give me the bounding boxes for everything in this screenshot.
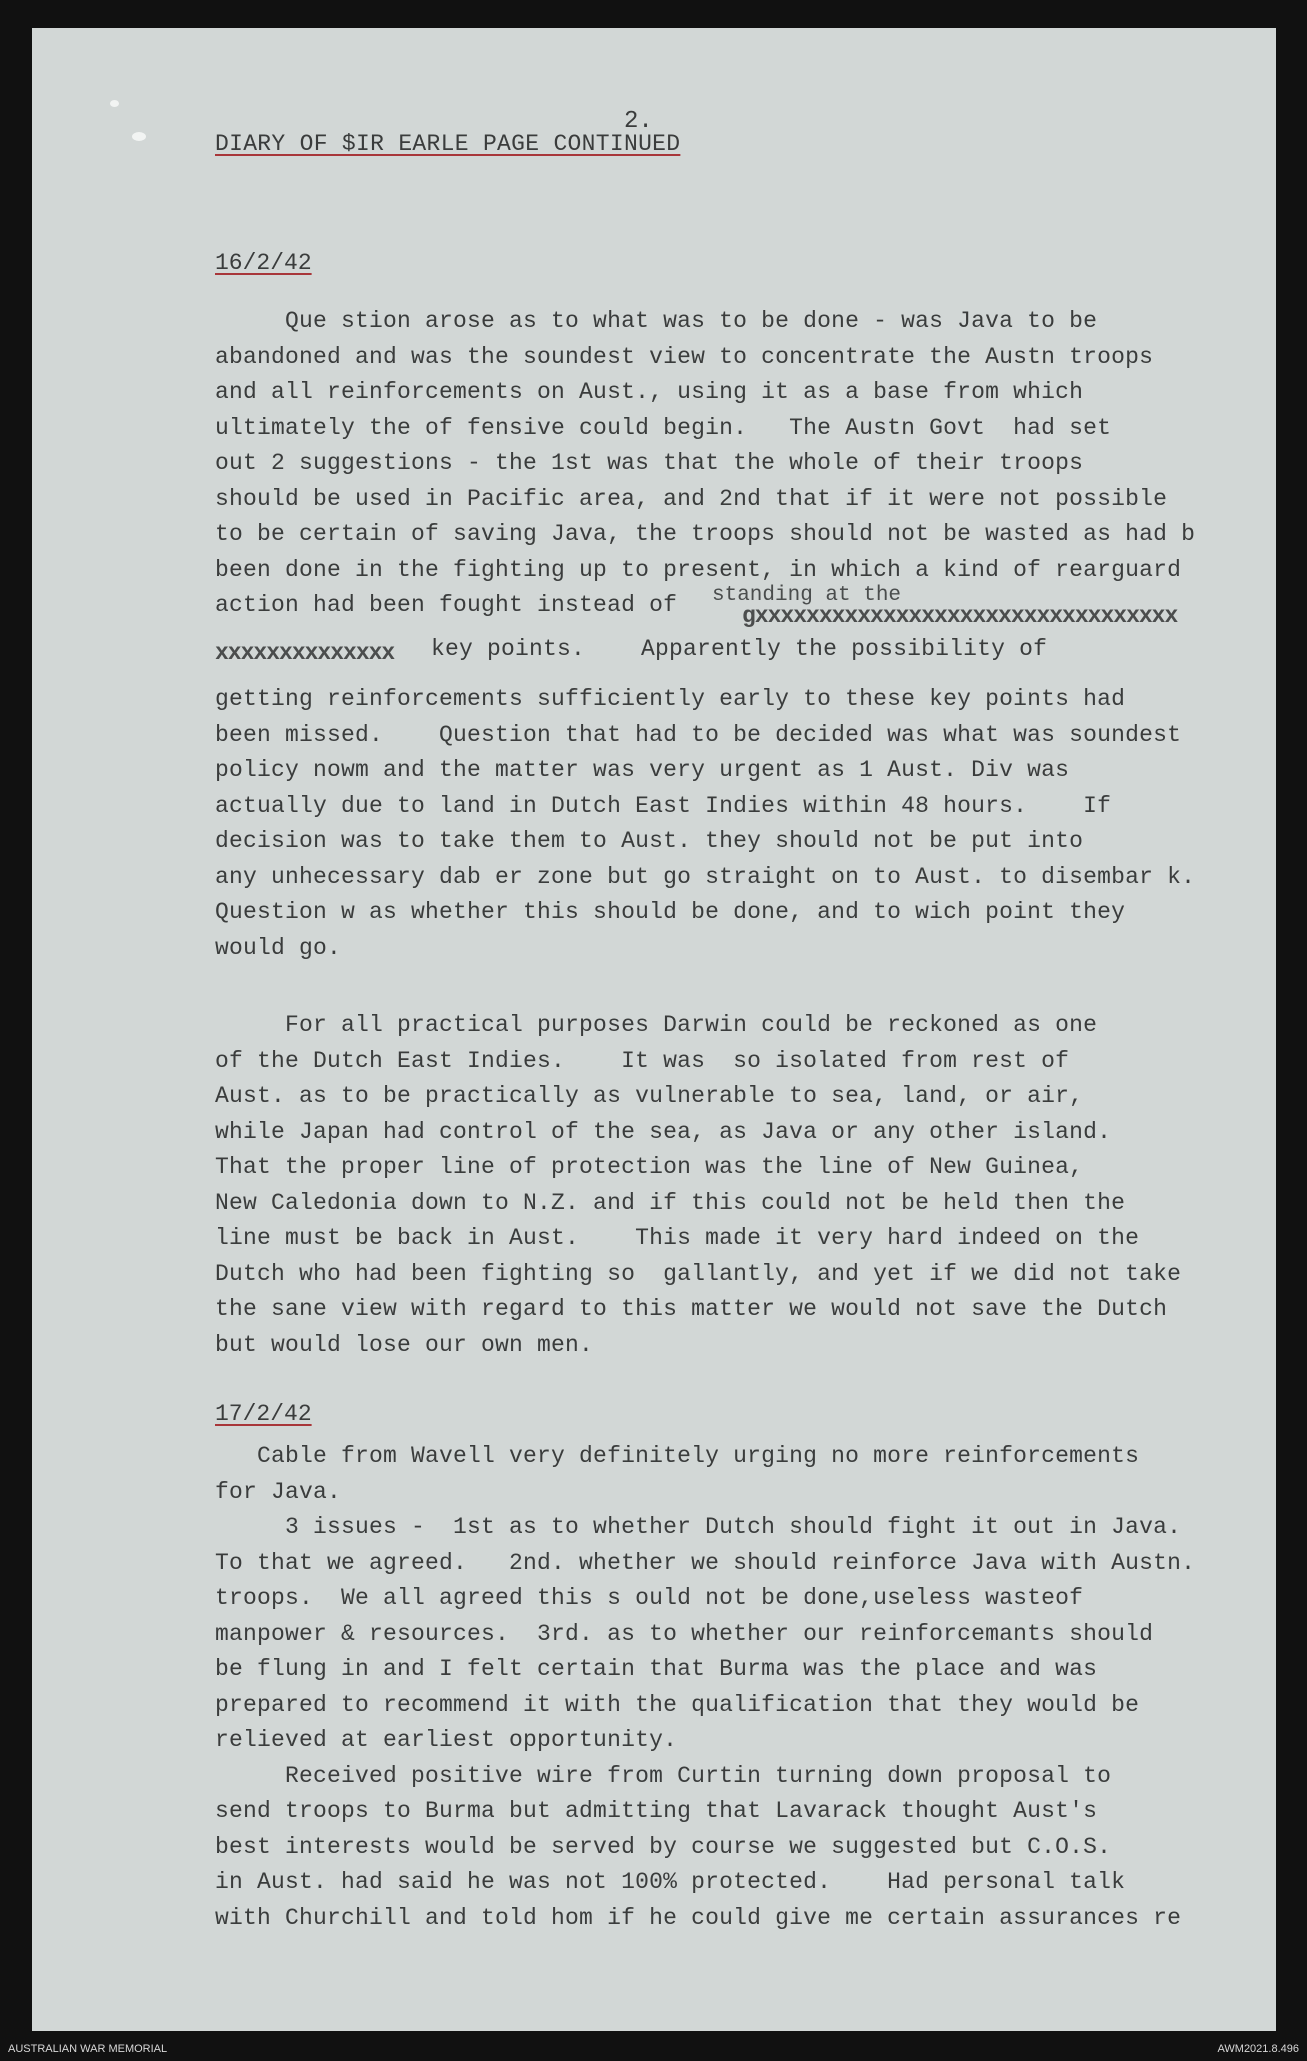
text-line: while Japan had control of the sea, as Java or any other island. (215, 1118, 1112, 1145)
paragraph-2 (215, 682, 1195, 966)
text-line: manpower & resources. 3rd. as to whether our reinforcemants should (215, 1620, 1154, 1647)
document-page (32, 28, 1276, 2031)
text-line: prepared to recommend it with the qualification that they would be (215, 1691, 1140, 1718)
text-line: Question w as whether this should be done, and to wich point they (215, 899, 1126, 925)
text-line: been done in the fighting up to present, in which a kind of rearguard (215, 556, 1182, 583)
text-line: the sane view with regard to this matter we would not save the Dutch (215, 1296, 1168, 1322)
typed-over-insertion: standing at the (712, 584, 902, 607)
text-line: actually due to land in Dutch East Indies within 48 hours. If (215, 792, 1112, 819)
text-line: Cable from Wavell very definitely urging no more reinforcements (215, 1443, 1140, 1469)
paragraph-1-tail (417, 632, 1047, 668)
struck-out-text: gxxxxxxxxxxxxxxxxxxxxxxxxxxxxxxxxx (742, 603, 1178, 629)
text-line: 3 issues - 1st as to whether Dutch should fight it out in Java. (215, 1514, 1182, 1540)
text-line: would go. (215, 934, 342, 961)
text-line: New Caledonia down to N.Z. and if this could not be held then the (215, 1189, 1126, 1216)
text-line: and all reinforcements on Aust., using it as a base from which (215, 379, 1084, 405)
text-line: Received positive wire from Curtin turning down proposal to (215, 1762, 1112, 1789)
text-line: send troops to Burma but admitting that Lavarack thought Aust's (215, 1798, 1098, 1824)
paragraph-3 (215, 1008, 1181, 1363)
entry-date: 16/2/42 (215, 250, 312, 276)
paragraph-1 (215, 304, 1195, 624)
text-line: with Churchill and told hom if he could give me certain assurances re (215, 1904, 1182, 1931)
text-line: Aust. as to be practically as vulnerable to sea, land, or air, (215, 1083, 1084, 1109)
text-line: policy nowm and the matter was very urgent as 1 Aust. Div was (215, 757, 1070, 783)
text-line: action had been fought instead of (215, 592, 692, 618)
punch-hole (132, 132, 146, 141)
text-line: in Aust. had said he was not 100% protected. Had personal talk (215, 1869, 1126, 1895)
text-line: To that we agreed. 2nd. whether we should reinforce Java with Austn. (215, 1549, 1196, 1576)
text-line: That the proper line of protection was the line of New Guinea, (215, 1154, 1084, 1180)
text-line: Que stion arose as to what was to be done - was Java to be (215, 308, 1098, 334)
entry-date: 17/2/42 (215, 1401, 312, 1427)
footer-reference-number: AWM2021.8.496 (1217, 2043, 1299, 2055)
text-line: For all practical purposes Darwin could be reckoned as one (215, 1012, 1098, 1038)
text-line: getting reinforcements sufficiently early to these key points had (215, 686, 1126, 712)
punch-hole (110, 100, 119, 107)
diary-heading: DIARY OF $IR EARLE PAGE CONTINUED (215, 131, 681, 157)
text-line: best interests would be served by course we suggested but C.O.S. (215, 1833, 1112, 1860)
text-line: troops. We all agreed this s ould not be done,useless wasteof (215, 1585, 1084, 1611)
text-line: to be certain of saving Java, the troops should not be wasted as had b (215, 521, 1196, 547)
text-line: any unhecessary dab er zone but go straight on to Aust. to disembar k. (215, 863, 1196, 890)
text-line: ultimately the of fensive could begin. The Austn Govt had set (215, 414, 1112, 441)
text-line: of the Dutch East Indies. It was so isolated from rest of (215, 1047, 1070, 1074)
text-line: line must be back in Aust. This made it very hard indeed on the (215, 1225, 1140, 1251)
text-line: should be used in Pacific area, and 2nd that if it were not possible (215, 485, 1168, 512)
paragraph-4 (215, 1439, 1195, 1936)
text-line: Dutch who had been fighting so gallantly, and yet if we did not take (215, 1260, 1182, 1287)
struck-out-text: xxxxxxxxxxxxxx (215, 640, 395, 666)
text-line: key points. Apparently the possibility of (417, 636, 1048, 662)
text-line: abandoned and was the soundest view to concentrate the Austn troops (215, 343, 1154, 370)
footer-archive-name: AUSTRALIAN WAR MEMORIAL (8, 2043, 168, 2055)
page-number: 2. (624, 108, 653, 135)
text-line: been missed. Question that had to be decided was what was soundest (215, 721, 1182, 748)
text-line: out 2 suggestions - the 1st was that the whole of their troops (215, 450, 1084, 476)
text-line: be flung in and I felt certain that Burma was the place and was (215, 1656, 1098, 1682)
text-line: but would lose our own men. (215, 1331, 594, 1358)
text-line: relieved at earliest opportunity. (215, 1727, 678, 1753)
text-line: decision was to take them to Aust. they should not be put into (215, 828, 1084, 854)
text-line: for Java. (215, 1478, 342, 1505)
